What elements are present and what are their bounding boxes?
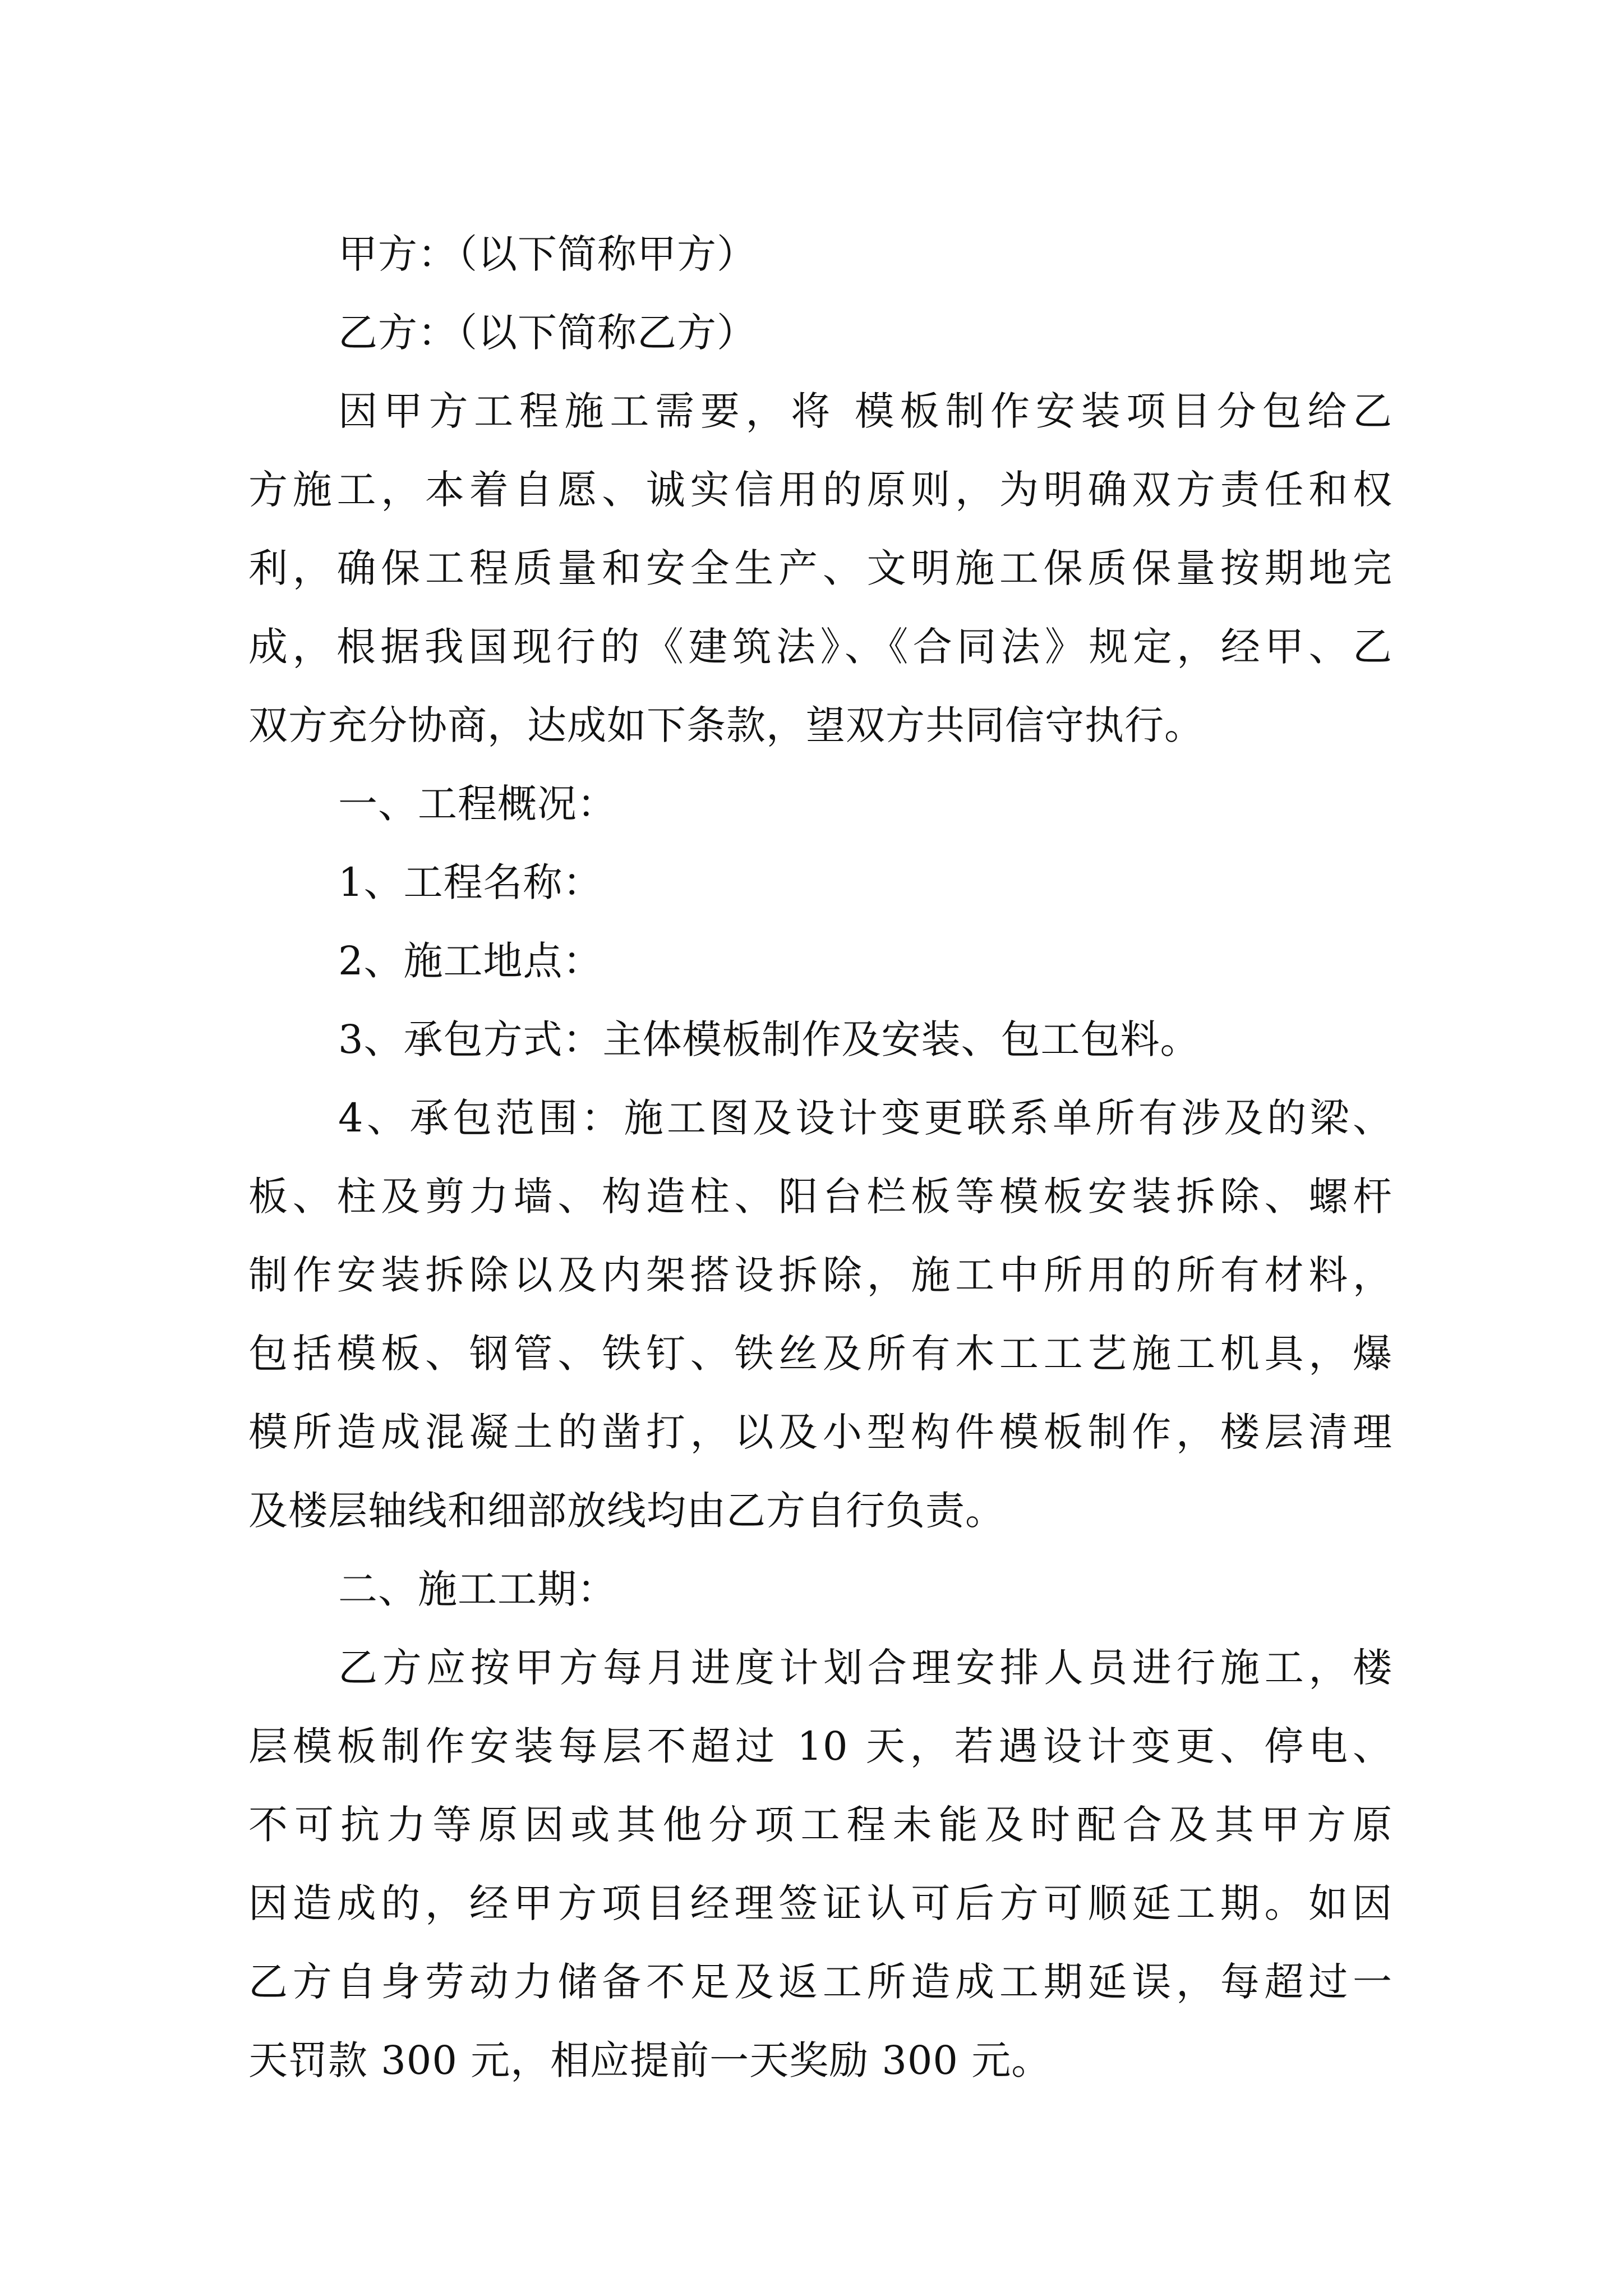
intro-paragraph-line: 方施工，本着自愿、诚实信用的原则，为明确双方责任和权 [248, 467, 1393, 513]
construction-site-line: 2、施工地点： [338, 938, 603, 984]
contract-scope-line: 制作安装拆除以及内架搭设拆除，施工中所用的所有材料， [248, 1252, 1393, 1298]
contract-body [248, 215, 1393, 2100]
contract-scope-line: 及楼层轴线和细部放线均由乙方自行负责。 [248, 1488, 1005, 1534]
intro-paragraph-line: 利，确保工程质量和安全生产、文明施工保质保量按期地完 [248, 545, 1393, 591]
intro-paragraph-line: 成，根据我国现行的《建筑法》、《合同法》规定，经甲、乙 [248, 624, 1393, 670]
party-a-line: 甲方：（以下简称甲方） [338, 231, 757, 277]
contract-scope-line: 包括模板、钢管、铁钉、铁丝及所有木工工艺施工机具，爆 [248, 1331, 1393, 1377]
intro-paragraph-line: 因甲方工程施工需要，将 模板制作安装项目分包给乙 [338, 388, 1393, 434]
schedule-paragraph-line: 因造成的，经甲方项目经理签证认可后方可顺延工期。如因 [248, 1880, 1393, 1926]
intro-paragraph-line: 双方充分协商，达成如下条款，望双方共同信守执行。 [248, 702, 1204, 748]
schedule-paragraph-line: 乙方应按甲方每月进度计划合理安排人员进行施工，楼 [338, 1645, 1393, 1691]
section-heading-project-overview: 一、工程概况： [338, 781, 617, 827]
schedule-paragraph-line: 天罚款 300 元，相应提前一天奖励 300 元。 [248, 2037, 1052, 2083]
contract-scope-line: 4、承包范围：施工图及设计变更联系单所有涉及的梁、 [338, 1095, 1393, 1141]
section-heading-schedule: 二、施工工期： [338, 1566, 617, 1612]
schedule-paragraph-line: 不可抗力等原因或其他分项工程未能及时配合及其甲方原 [248, 1802, 1393, 1848]
contract-scope-line: 模所造成混凝土的凿打，以及小型构件模板制作，楼层清理 [248, 1409, 1393, 1455]
party-b-line: 乙方：（以下简称乙方） [338, 310, 757, 356]
project-name-line: 1、工程名称： [338, 859, 603, 905]
schedule-paragraph-line: 乙方自身劳动力储备不足及返工所造成工期延误，每超过一 [248, 1959, 1393, 2005]
contract-scope-line: 板、柱及剪力墙、构造柱、阳台栏板等模板安装拆除、螺杆 [248, 1174, 1393, 1220]
contract-method-line: 3、承包方式：主体模板制作及安装、包工包料。 [338, 1016, 1200, 1062]
schedule-paragraph-line: 层模板制作安装每层不超过 10 天，若遇设计变更、停电、 [248, 1723, 1393, 1769]
